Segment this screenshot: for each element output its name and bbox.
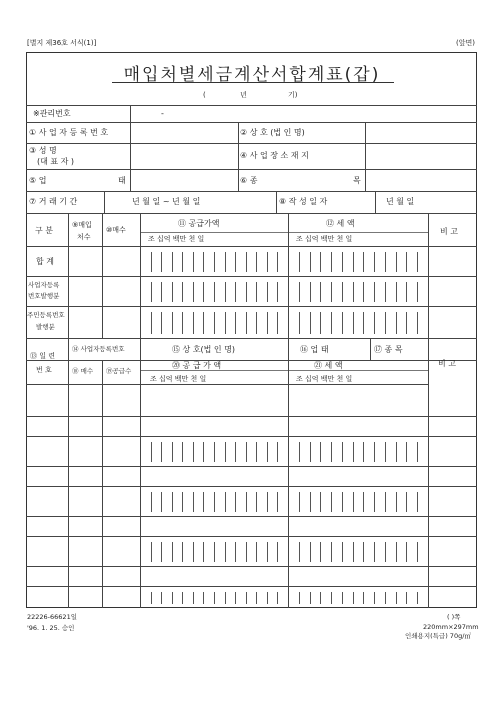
digit-tick	[214, 492, 215, 512]
digit-tick	[417, 492, 418, 512]
digit-tick	[342, 442, 343, 462]
digit-tick	[331, 592, 332, 604]
col-business: ⑯ 업 태	[300, 345, 329, 354]
digit-tick	[225, 542, 226, 562]
footer-code: 22226-66621일	[27, 613, 77, 621]
digit-tick	[172, 282, 173, 302]
digit-tick	[225, 252, 226, 272]
digit-tick	[214, 282, 215, 302]
digit-tick	[417, 312, 418, 334]
col-supply-units: 조 십억 백만 천 일	[148, 235, 205, 243]
digit-tick	[182, 312, 183, 334]
digit-tick	[277, 492, 278, 512]
row-total: 합 계	[36, 257, 54, 266]
digit-tick	[193, 282, 194, 302]
digit-tick	[374, 252, 375, 272]
digit-tick	[417, 592, 418, 604]
col-supply-amount: ⑳ 공 급 가 액	[172, 361, 222, 370]
digit-tick	[225, 282, 226, 302]
digit-tick	[299, 312, 300, 334]
digit-tick	[406, 442, 407, 462]
digit-tick	[235, 542, 236, 562]
digit-tick	[342, 252, 343, 272]
col-serial: ⑬ 일 련	[30, 352, 55, 360]
digit-tick	[225, 442, 226, 462]
label-company-name: ② 상 호 (법 인 명)	[240, 128, 305, 137]
digit-tick	[277, 312, 278, 334]
digit-tick	[193, 542, 194, 562]
digit-tick	[342, 492, 343, 512]
digit-tick	[417, 252, 418, 272]
col-tax-units: 조 십억 백만 천 일	[296, 235, 353, 243]
digit-tick	[277, 592, 278, 604]
digit-tick	[320, 252, 321, 272]
digit-tick	[406, 252, 407, 272]
mgmt-label: ※관리번호	[33, 109, 71, 118]
digit-tick	[406, 592, 407, 604]
digit-tick	[182, 542, 183, 562]
digit-tick	[182, 592, 183, 604]
digit-tick	[342, 542, 343, 562]
digit-tick	[256, 282, 257, 302]
digit-tick	[277, 252, 278, 272]
digit-tick	[353, 492, 354, 512]
digit-tick	[396, 282, 397, 302]
digit-tick	[214, 312, 215, 334]
col-count: ⑩매수	[106, 226, 126, 234]
label-representative: (대 표 자 )	[37, 157, 75, 166]
digit-tick	[256, 542, 257, 562]
date-created-value: 년 월 일	[386, 197, 415, 206]
digit-tick	[406, 492, 407, 512]
digit-tick	[310, 442, 311, 462]
col-remarks-detail: 비 고	[438, 359, 456, 368]
title-underline	[112, 82, 394, 83]
digit-tick	[385, 592, 386, 604]
col-tax-amount: ㉑ 세 액	[314, 361, 343, 370]
digit-tick	[267, 492, 268, 512]
digit-tick	[256, 252, 257, 272]
digit-tick	[310, 492, 311, 512]
digit-tick	[172, 492, 173, 512]
digit-tick	[161, 492, 162, 512]
digit-tick	[267, 252, 268, 272]
digit-tick	[385, 542, 386, 562]
digit-tick	[267, 312, 268, 334]
digit-tick	[374, 312, 375, 334]
col-maeip-2: 처수	[77, 233, 91, 241]
digit-tick	[182, 282, 183, 302]
digit-tick	[320, 542, 321, 562]
digit-tick	[299, 542, 300, 562]
digit-tick	[363, 492, 364, 512]
digit-tick	[246, 442, 247, 462]
col-supply-count: ⑲공급수	[106, 367, 132, 375]
digit-tick	[267, 442, 268, 462]
digit-tick	[353, 442, 354, 462]
digit-tick	[235, 282, 236, 302]
digit-tick	[256, 592, 257, 604]
digit-tick	[342, 312, 343, 334]
digit-tick	[214, 442, 215, 462]
digit-tick	[406, 312, 407, 334]
digit-tick	[342, 592, 343, 604]
digit-tick	[203, 282, 204, 302]
digit-tick	[331, 252, 332, 272]
digit-tick	[374, 592, 375, 604]
digit-tick	[151, 542, 152, 562]
digit-tick	[172, 542, 173, 562]
digit-tick	[182, 442, 183, 462]
digit-tick	[161, 282, 162, 302]
digit-tick	[299, 282, 300, 302]
digit-tick	[363, 252, 364, 272]
digit-tick	[385, 492, 386, 512]
digit-tick	[161, 312, 162, 334]
digit-tick	[363, 312, 364, 334]
label-item-2: 목	[353, 176, 361, 185]
digit-tick	[417, 542, 418, 562]
digit-tick	[353, 282, 354, 302]
digit-tick	[193, 312, 194, 334]
digit-tick	[396, 542, 397, 562]
page-side: (앞면)	[456, 39, 475, 47]
digit-tick	[353, 542, 354, 562]
digit-tick	[193, 592, 194, 604]
label-business-type-2: 태	[118, 176, 126, 185]
digit-tick	[385, 282, 386, 302]
digit-tick	[161, 252, 162, 272]
digit-tick	[267, 592, 268, 604]
label-date-created: ⑧ 작 성 일 자	[279, 197, 328, 206]
digit-tick	[363, 542, 364, 562]
col-company: ⑮ 상 호(법 인 명)	[172, 345, 236, 354]
digit-tick	[320, 592, 321, 604]
digit-tick	[151, 312, 152, 334]
digit-tick	[225, 312, 226, 334]
digit-tick	[203, 492, 204, 512]
digit-tick	[310, 282, 311, 302]
digit-tick	[246, 282, 247, 302]
digit-tick	[396, 492, 397, 512]
digit-tick	[277, 542, 278, 562]
col-remarks: 비 고	[440, 227, 458, 236]
digit-tick	[193, 492, 194, 512]
digit-tick	[235, 592, 236, 604]
digit-tick	[363, 442, 364, 462]
form-number: [별지 제36호 서식(1)]	[27, 39, 97, 47]
digit-tick	[182, 492, 183, 512]
col-sheet-count: ⑱ 매수	[72, 367, 94, 375]
col-tax-amount-units: 조 십억 백만 천 일	[296, 375, 353, 383]
digit-tick	[331, 312, 332, 334]
digit-tick	[151, 592, 152, 604]
digit-tick	[172, 252, 173, 272]
digit-tick	[277, 282, 278, 302]
digit-tick	[331, 542, 332, 562]
digit-tick	[396, 312, 397, 334]
digit-tick	[331, 282, 332, 302]
digit-tick	[385, 442, 386, 462]
digit-tick	[374, 442, 375, 462]
digit-tick	[203, 252, 204, 272]
digit-tick	[310, 312, 311, 334]
label-rep-name: ③ 성 명	[29, 146, 57, 155]
footer-sheet: ( )쪽	[447, 613, 461, 621]
label-address: ④ 사 업 장 소 재 지	[240, 151, 309, 160]
col-gubun: 구 분	[35, 226, 53, 235]
digit-tick	[214, 252, 215, 272]
digit-tick	[299, 252, 300, 272]
digit-tick	[277, 442, 278, 462]
period-term: 기)	[288, 91, 298, 99]
digit-tick	[342, 282, 343, 302]
digit-tick	[353, 312, 354, 334]
page-title: 매입처별세금계산서합계표(갑)	[123, 65, 381, 85]
digit-tick	[161, 442, 162, 462]
digit-tick	[151, 282, 152, 302]
footer-size: 220mm×297mm	[423, 623, 479, 631]
digit-tick	[172, 592, 173, 604]
digit-tick	[151, 492, 152, 512]
digit-tick	[203, 542, 204, 562]
digit-tick	[353, 592, 354, 604]
digit-tick	[203, 442, 204, 462]
footer-approval: '96. 1. 25. 승인	[27, 624, 75, 632]
digit-tick	[161, 542, 162, 562]
digit-tick	[151, 252, 152, 272]
digit-tick	[374, 542, 375, 562]
digit-tick	[214, 542, 215, 562]
digit-tick	[417, 442, 418, 462]
col-maeip: ⑨매입	[72, 221, 92, 229]
digit-tick	[406, 542, 407, 562]
digit-tick	[267, 282, 268, 302]
digit-tick	[385, 312, 386, 334]
digit-tick	[225, 492, 226, 512]
label-business-type: ⑤ 업	[29, 176, 47, 185]
digit-tick	[235, 492, 236, 512]
row-resident-2: 발행분	[36, 323, 55, 331]
digit-tick	[182, 252, 183, 272]
trade-period-value: 년 월 일 ~ 년 월 일	[132, 197, 201, 206]
digit-tick	[310, 252, 311, 272]
digit-tick	[225, 592, 226, 604]
digit-tick	[267, 542, 268, 562]
digit-tick	[151, 442, 152, 462]
digit-tick	[256, 442, 257, 462]
digit-tick	[203, 312, 204, 334]
digit-tick	[320, 312, 321, 334]
digit-tick	[193, 442, 194, 462]
row-resident: 주민등록번호	[27, 311, 65, 319]
digit-tick	[320, 442, 321, 462]
digit-tick	[172, 442, 173, 462]
digit-tick	[246, 252, 247, 272]
digit-tick	[235, 312, 236, 334]
digit-tick	[353, 252, 354, 272]
col-tax: ⑫ 세 액	[326, 219, 355, 228]
row-bizreg-2: 번호발행분	[28, 292, 60, 300]
digit-tick	[256, 492, 257, 512]
digit-tick	[203, 592, 204, 604]
digit-tick	[310, 542, 311, 562]
digit-tick	[161, 592, 162, 604]
mgmt-dash: -	[161, 109, 164, 118]
digit-tick	[363, 282, 364, 302]
digit-tick	[256, 312, 257, 334]
digit-tick	[246, 542, 247, 562]
label-trade-period: ⑦ 거 래 기 간	[29, 197, 78, 206]
digit-tick	[214, 592, 215, 604]
col-supply: ⑪ 공급가액	[178, 219, 220, 228]
digit-tick	[320, 492, 321, 512]
period-open: (	[203, 91, 206, 99]
digit-tick	[246, 312, 247, 334]
period-year: 년	[240, 91, 247, 99]
col-supply-amount-units: 조 십억 백만 천 일	[150, 375, 207, 383]
digit-tick	[235, 252, 236, 272]
digit-tick	[246, 592, 247, 604]
digit-tick	[396, 252, 397, 272]
digit-tick	[299, 442, 300, 462]
digit-tick	[374, 282, 375, 302]
label-item: ⑥ 종	[240, 176, 258, 185]
digit-tick	[246, 492, 247, 512]
digit-tick	[320, 282, 321, 302]
digit-tick	[363, 592, 364, 604]
digit-tick	[331, 492, 332, 512]
digit-tick	[193, 252, 194, 272]
digit-tick	[396, 442, 397, 462]
digit-tick	[417, 282, 418, 302]
digit-tick	[172, 312, 173, 334]
digit-tick	[396, 592, 397, 604]
digit-tick	[374, 492, 375, 512]
footer-paper: 인쇄용지(특급) 70g/㎡	[405, 632, 471, 640]
col-reg-no: ⑭ 사업자등록번호	[72, 345, 125, 353]
digit-tick	[310, 592, 311, 604]
digit-tick	[406, 282, 407, 302]
digit-tick	[235, 442, 236, 462]
col-serial-2: 번 호	[36, 366, 52, 374]
row-bizreg: 사업자등록	[28, 281, 60, 289]
col-item: ⑰ 종 목	[374, 345, 403, 354]
digit-tick	[299, 592, 300, 604]
digit-tick	[385, 252, 386, 272]
digit-tick	[299, 492, 300, 512]
label-business-reg-no: ① 사 업 자 등 록 번 호	[29, 128, 109, 137]
digit-tick	[331, 442, 332, 462]
